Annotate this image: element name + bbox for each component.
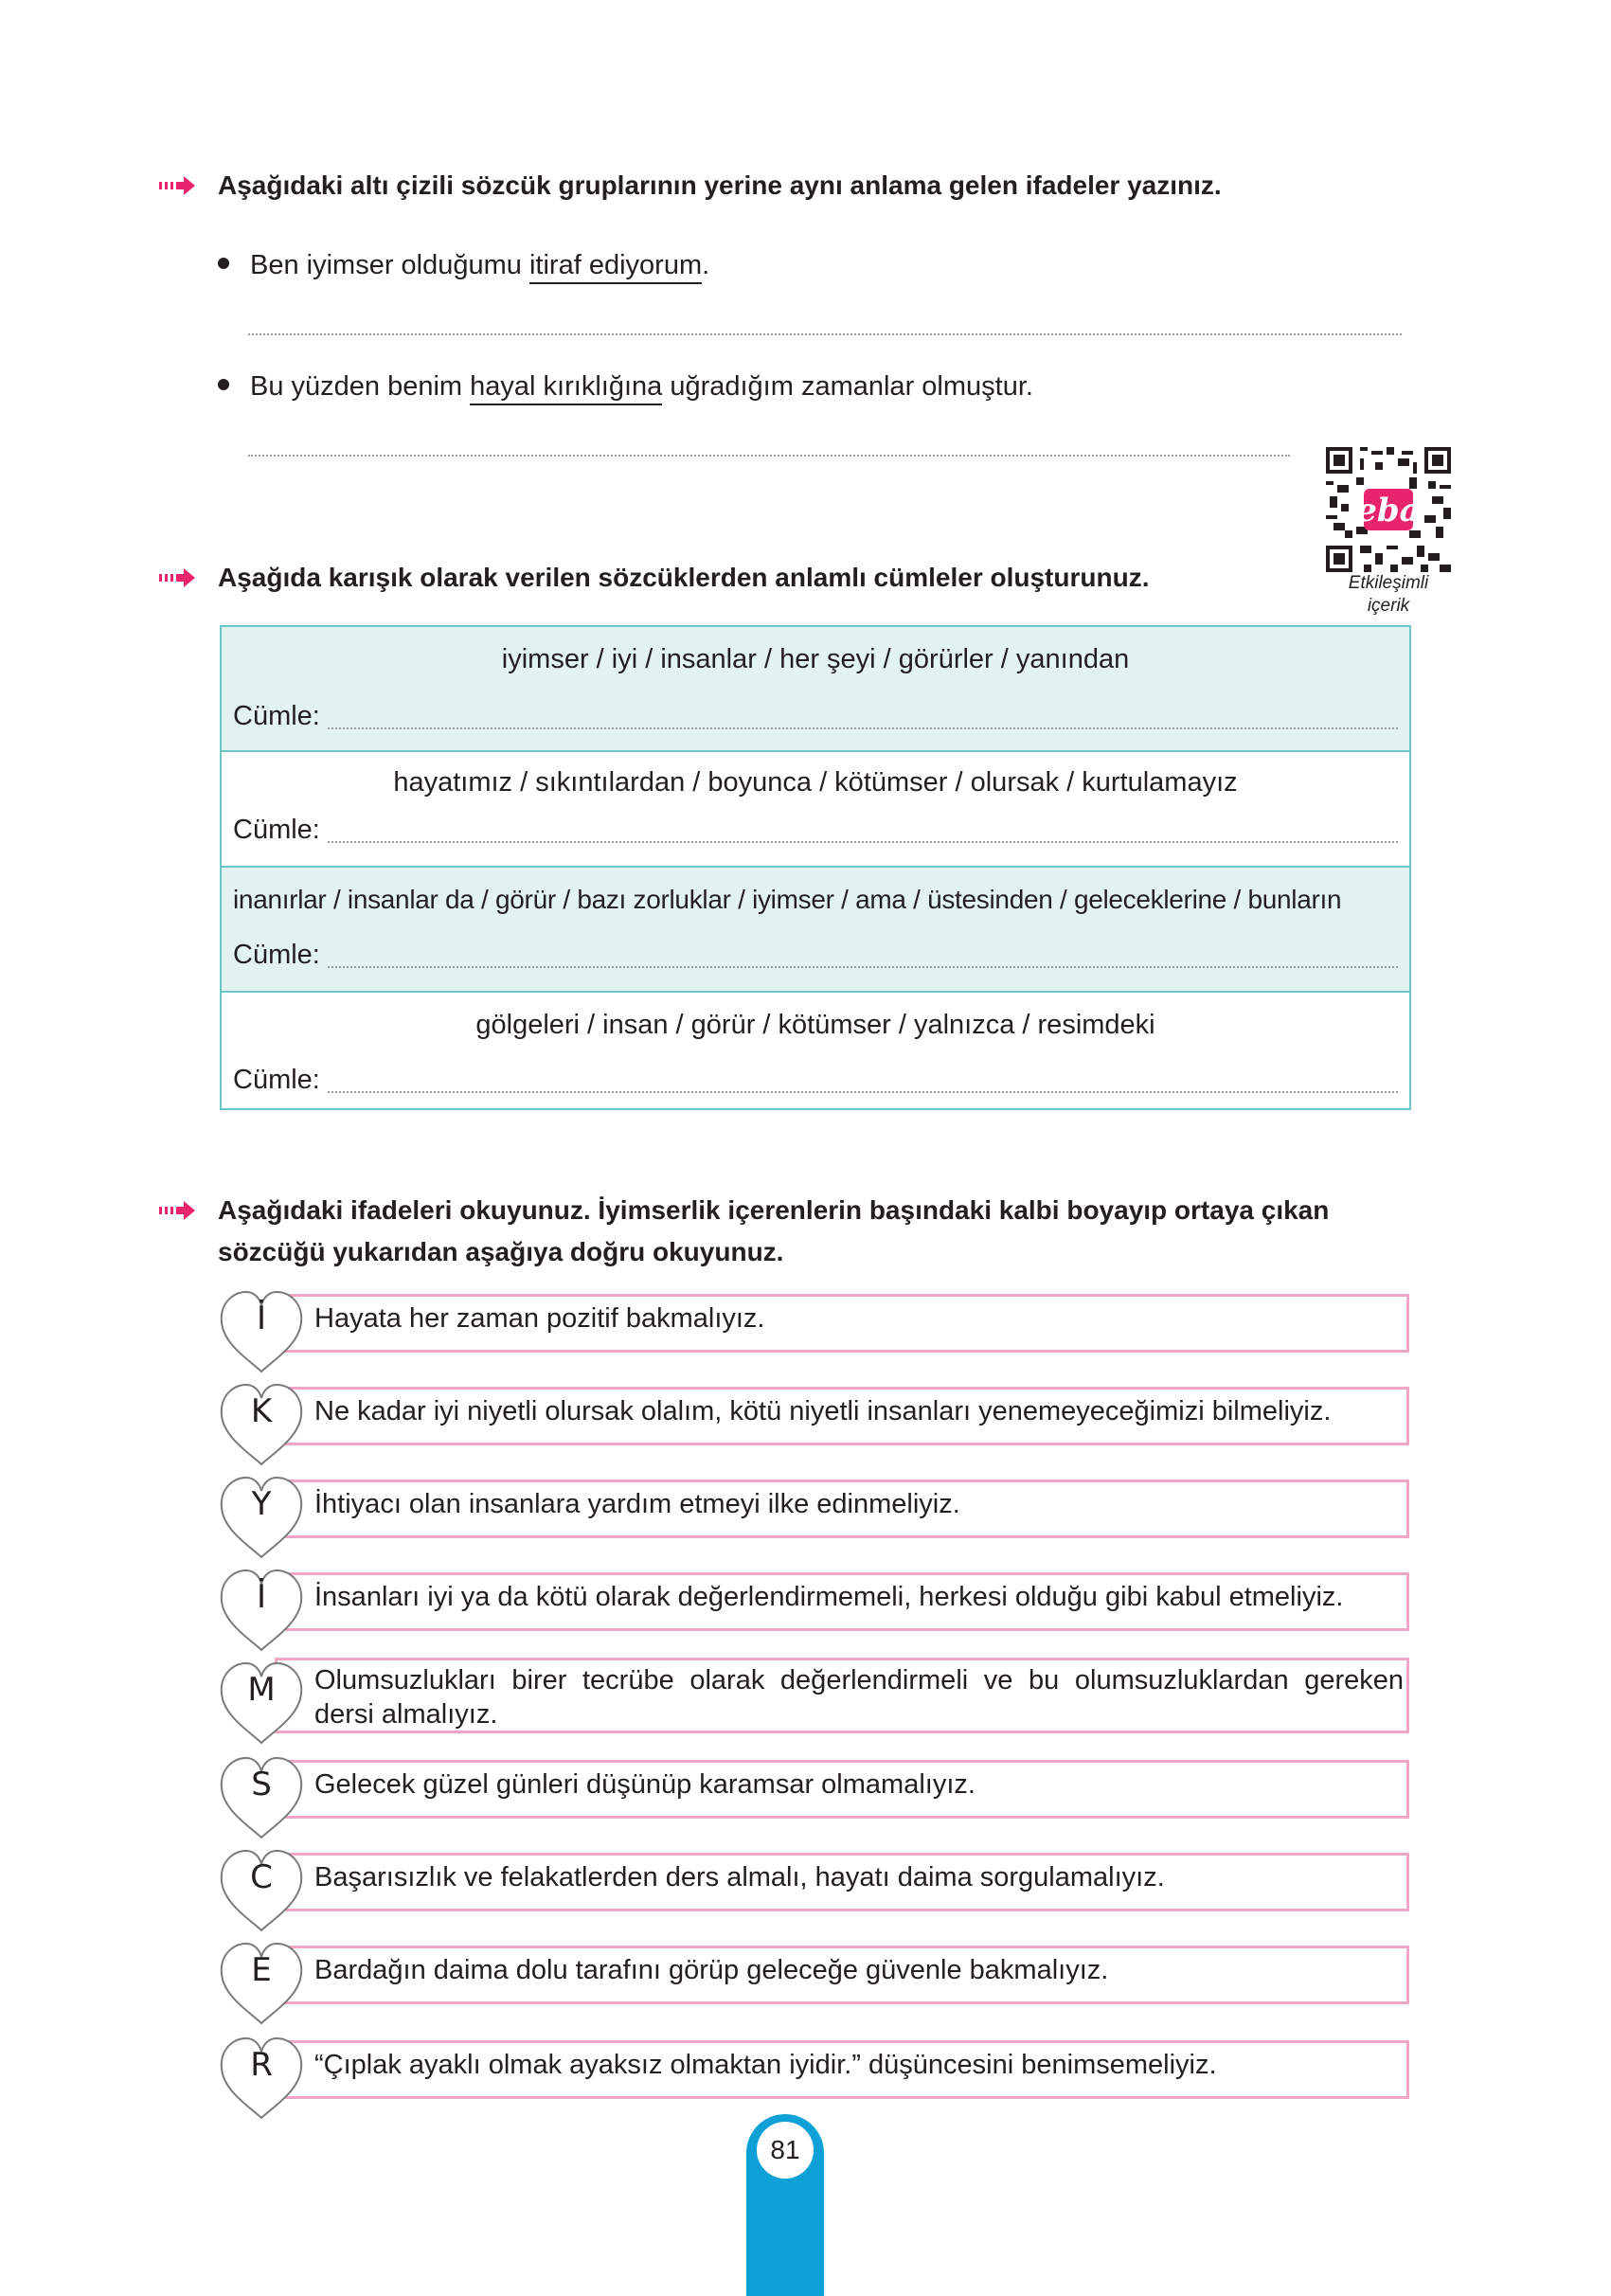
bullet-icon bbox=[218, 379, 229, 390]
bullet-text: Bu yüzden benim bbox=[250, 371, 471, 402]
word-table bbox=[220, 625, 1411, 1110]
statement-text: İhtiyacı olan insanlara yardım etmeyi ilke edinmeliyiz. bbox=[314, 1489, 960, 1519]
statement-text: Başarısızlık ve felakatlerden ders almalı, hayatı daima sorgulamalıyız. bbox=[314, 1862, 1165, 1892]
heart-statement-row bbox=[216, 1938, 1411, 2029]
sentence-answer-line[interactable] bbox=[328, 841, 1398, 843]
qr-badge: eba bbox=[1356, 492, 1421, 529]
section-3-heading-line-1: Aşağıdaki ifadeleri okuyunuz. İyimserlik içerenlerin başındaki kalbi boyayıp ortaya çıkan bbox=[218, 1195, 1330, 1225]
heart-statement-row bbox=[216, 1379, 1411, 1470]
section-1-heading: Aşağıdaki altı çizili sözcük gruplarının yerine aynı anlama gelen ifadeler yazınız. bbox=[218, 170, 1222, 200]
statement-text: Gelecek güzel günleri düşünüp karamsar olmamalıyız. bbox=[314, 1769, 976, 1800]
answer-line-1[interactable] bbox=[248, 333, 1402, 335]
sentence-answer-line[interactable] bbox=[328, 1091, 1398, 1093]
heart-statement-row bbox=[216, 1565, 1411, 1656]
page-number: 81 bbox=[757, 2122, 814, 2179]
heart-statement-row bbox=[216, 1286, 1411, 1377]
scrambled-words: iyimser / iyi / insanlar / her şeyi / görürler / yanından bbox=[501, 644, 1130, 674]
heart-statement-row bbox=[216, 1752, 1411, 1843]
qr-caption-line-2: içerik bbox=[1367, 596, 1410, 616]
sentence-label: Cümle: bbox=[233, 940, 320, 970]
sentence-answer-line[interactable] bbox=[328, 966, 1398, 968]
heart-statement-row bbox=[216, 1845, 1411, 1936]
statement-text: Ne kadar iyi niyetli olursak olalım, kötü niyetli insanları yenemeyeceğimizi bilmeliyiz. bbox=[314, 1396, 1332, 1426]
heart-statement-row bbox=[216, 2033, 1411, 2124]
section-3-heading bbox=[218, 1190, 1421, 1273]
statement-text: Hayata her zaman pozitif bakmalıyız. bbox=[314, 1303, 765, 1334]
qr-caption bbox=[1313, 572, 1464, 618]
statement-text: Bardağın daima dolu tarafını görüp geleceğe güvenle bakmalıyız. bbox=[314, 1955, 1109, 1985]
section-arrow-icon bbox=[159, 1199, 197, 1222]
statement-text: “Çıplak ayaklı olmak ayaksız olmaktan iyidir.” düşüncesini benimsemeliyiz. bbox=[314, 2050, 1217, 2080]
bullet-item-1 bbox=[218, 246, 709, 284]
word-row bbox=[222, 868, 1409, 993]
heart-letter: E bbox=[251, 1951, 272, 1989]
section-2-heading: Aşağıda karışık olarak verilen sözcüklerden anlamlı cümleler oluşturunuz. bbox=[218, 563, 1150, 592]
heart-letter: İ bbox=[256, 1300, 267, 1337]
heart-letter: K bbox=[250, 1392, 273, 1430]
bullet-item-2 bbox=[218, 368, 1033, 405]
sentence-label: Cümle: bbox=[233, 1065, 320, 1095]
heart-letter: S bbox=[251, 1766, 272, 1803]
qr-code-icon[interactable] bbox=[1326, 447, 1451, 572]
answer-line-2[interactable] bbox=[248, 455, 1290, 457]
section-arrow-icon bbox=[159, 566, 197, 589]
scrambled-words: inanırlar / insanlar da / görür / bazı zorluklar / iyimser / ama / üstesinden / geleceklerine / bunların bbox=[233, 885, 1342, 914]
bullet-text-end: uğradığım zamanlar olmuştur. bbox=[662, 371, 1033, 402]
qr-caption-line-1: Etkileşimli bbox=[1348, 573, 1429, 593]
bullet-text: Ben iyimser olduğumu bbox=[250, 250, 529, 280]
heart-letter: Y bbox=[251, 1485, 272, 1523]
bullet-icon bbox=[218, 258, 229, 269]
scrambled-words: gölgeleri / insan / görür / kötümser / yalnızca / resimdeki bbox=[475, 1010, 1155, 1040]
heart-letter: R bbox=[250, 2046, 273, 2084]
heart-letter: İ bbox=[256, 1578, 267, 1616]
sentence-label: Cümle: bbox=[233, 701, 320, 731]
sentence-answer-line[interactable] bbox=[328, 727, 1398, 729]
word-row bbox=[222, 993, 1409, 1108]
underlined-phrase: itiraf ediyorum bbox=[529, 250, 702, 284]
underlined-phrase: hayal kırıklığına bbox=[470, 371, 662, 405]
sentence-label: Cümle: bbox=[233, 815, 320, 845]
scrambled-words: hayatımız / sıkıntılardan / boyunca / kötümser / olursak / kurtulamayız bbox=[393, 767, 1238, 798]
bullet-text-end: . bbox=[702, 250, 710, 280]
statement-text: İnsanları iyi ya da kötü olarak değerlendirmemeli, herkesi olduğu gibi kabul etmeliyiz. bbox=[314, 1582, 1344, 1612]
heart-letter: M bbox=[247, 1671, 276, 1709]
heart-statement-row bbox=[216, 1658, 1411, 1749]
heart-statement-row bbox=[216, 1472, 1411, 1563]
word-row bbox=[222, 627, 1409, 752]
section-3-heading-line-2: sözcüğü yukarıdan aşağıya doğru okuyunuz. bbox=[218, 1237, 784, 1266]
word-row bbox=[222, 752, 1409, 868]
heart-letter: C bbox=[250, 1858, 273, 1896]
statement-text: Olumsuzlukları birer tecrübe olarak değerlendirmeli ve bu olumsuzluklardan gereken dersi almalıyız. bbox=[314, 1665, 1404, 1730]
section-arrow-icon bbox=[159, 174, 197, 197]
